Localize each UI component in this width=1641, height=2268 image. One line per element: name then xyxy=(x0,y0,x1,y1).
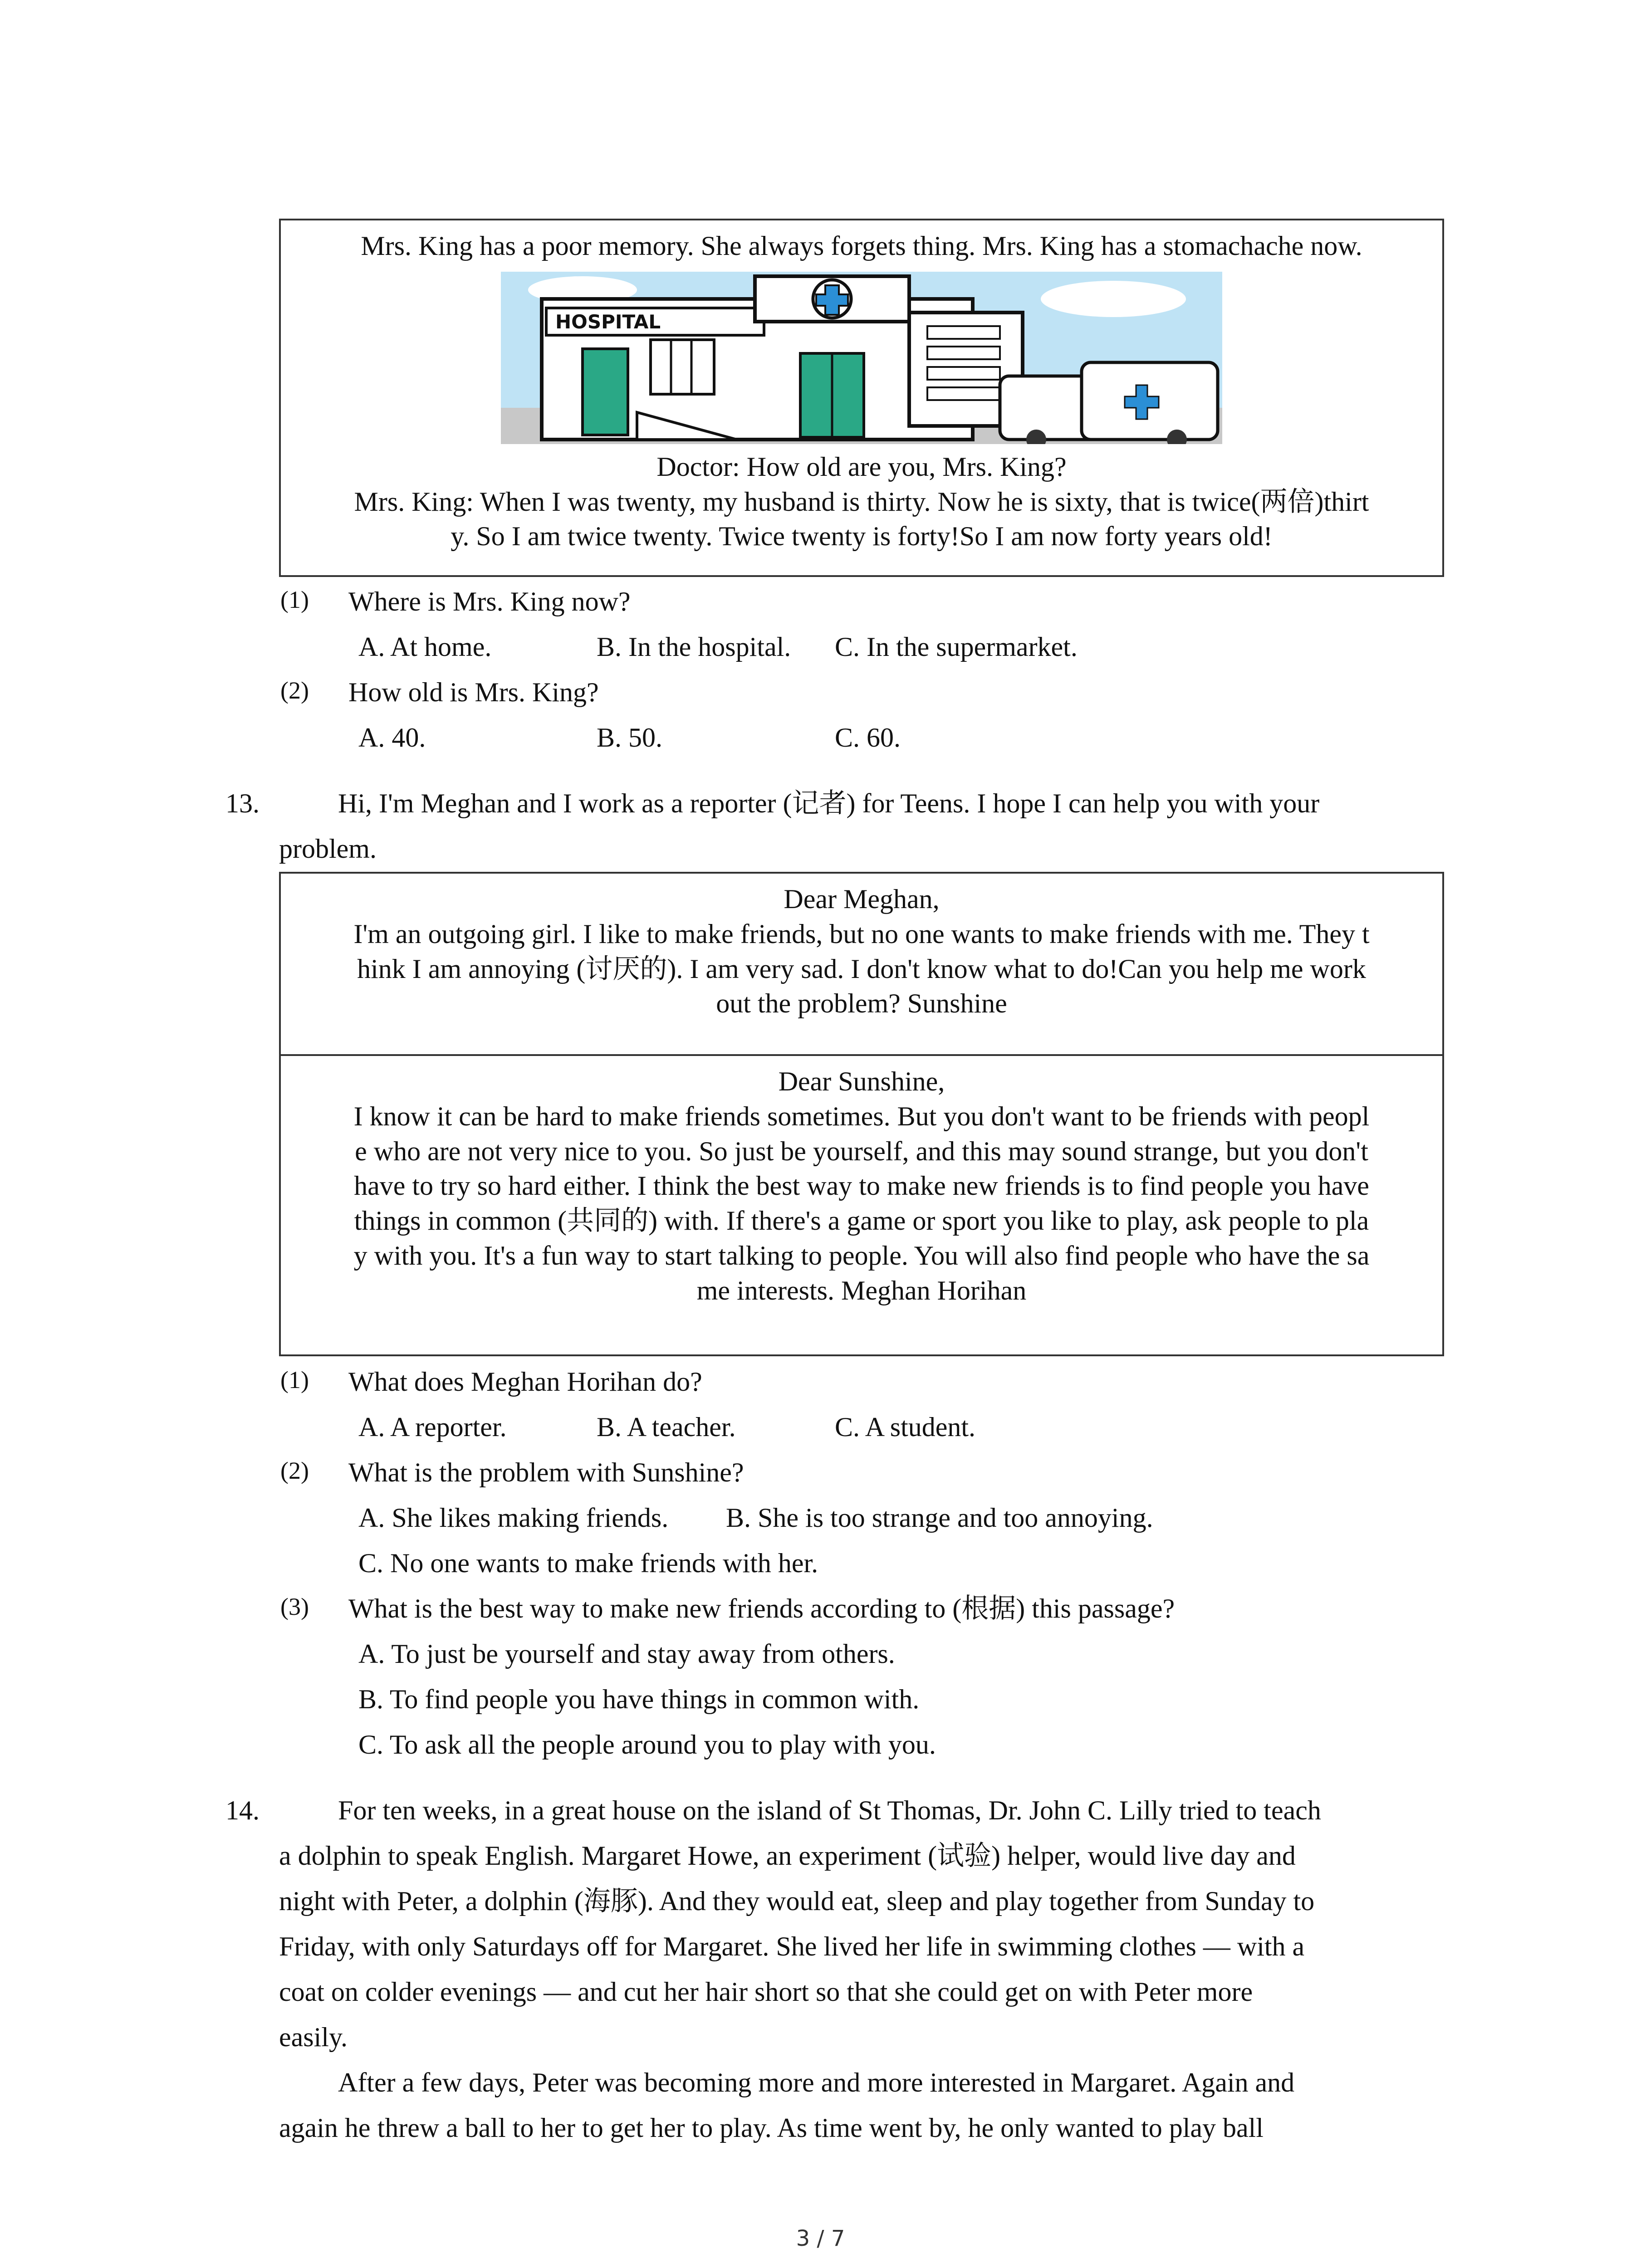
letter-line: me interests. Meghan Horihan xyxy=(696,1275,1027,1305)
option-c[interactable]: C. 60. xyxy=(835,723,901,753)
dialog-line: Mrs. King: When I was twenty, my husband is thirty. Now he is sixty, that is twice(两倍)thirt xyxy=(354,486,1369,517)
question-text: What is the problem with Sunshine? xyxy=(348,1457,744,1487)
letter-line: I know it can be hard to make friends sometimes. But you don't want to be friends with peopl xyxy=(353,1101,1370,1131)
letter-line: hink I am annoying (讨厌的). I am very sad. I don't know what to do!Can you help me work xyxy=(357,953,1366,984)
hospital-sign: HOSPITAL xyxy=(555,310,661,333)
option-b[interactable]: B. 50. xyxy=(597,723,663,753)
option-b[interactable]: B. A teacher. xyxy=(597,1412,736,1442)
page-number: 3 / 7 xyxy=(796,2226,845,2251)
option-c[interactable]: C. In the supermarket. xyxy=(835,632,1078,662)
option-b[interactable]: B. To find people you have things in common with. xyxy=(358,1684,920,1714)
letter-line: Dear Meghan, xyxy=(784,884,940,914)
question-text: What is the best way to make new friends according to (根据) this passage? xyxy=(348,1593,1175,1623)
passage-line: again he threw a ball to her to get her to play. As time went by, he only wanted to play ball xyxy=(279,2113,1264,2143)
question-text: How old is Mrs. King? xyxy=(348,677,599,707)
option-c[interactable]: C. A student. xyxy=(835,1412,976,1442)
option-c[interactable]: C. No one wants to make friends with her. xyxy=(358,1548,818,1578)
passage-line: a dolphin to speak English. Margaret Howe, an experiment (试验) helper, would live day and xyxy=(279,1841,1296,1871)
letter-line: have to try so hard either. I think the best way to make new friends is to find people you have xyxy=(354,1171,1369,1201)
letter-box-2 xyxy=(279,1054,1444,1356)
option-a[interactable]: A. At home. xyxy=(358,632,492,662)
passage-line: For ten weeks, in a great house on the island of St Thomas, Dr. John C. Lilly tried to teach xyxy=(338,1795,1321,1825)
story-intro: Mrs. King has a poor memory. She always forgets thing. Mrs. King has a stomachache now. xyxy=(361,231,1362,261)
question-text: Where is Mrs. King now? xyxy=(348,587,631,616)
passage-line: problem. xyxy=(279,834,377,864)
story-box xyxy=(279,219,1444,577)
question-number: 13. xyxy=(225,788,260,818)
question-number: (2) xyxy=(280,1457,309,1484)
option-a[interactable]: A. A reporter. xyxy=(358,1412,507,1442)
option-a[interactable]: A. She likes making friends. xyxy=(358,1503,669,1533)
passage-line: After a few days, Peter was becoming more and more interested in Margaret. Again and xyxy=(338,2068,1295,2097)
option-b[interactable]: B. In the hospital. xyxy=(597,632,791,662)
letter-box-1 xyxy=(279,872,1444,1054)
question-number: (1) xyxy=(280,1366,309,1393)
hospital-illustration xyxy=(501,272,1222,444)
option-b[interactable]: B. She is too strange and too annoying. xyxy=(726,1503,1153,1533)
dialog-line: y. So I am twice twenty. Twice twenty is forty!So I am now forty years old! xyxy=(451,521,1273,552)
question-number: 14. xyxy=(225,1795,260,1825)
letter-line: things in common (共同的) with. If there's a game or sport you like to play, ask people to pla xyxy=(354,1206,1369,1236)
letter-line: out the problem? Sunshine xyxy=(716,988,1007,1019)
dialog-line: Doctor: How old are you, Mrs. King? xyxy=(656,451,1067,482)
passage-line: easily. xyxy=(279,2022,348,2052)
question-number: (1) xyxy=(280,586,309,613)
letter-line: Dear Sunshine, xyxy=(778,1066,945,1096)
letter-line: e who are not very nice to you. So just be yourself, and this may sound strange, but you don't xyxy=(355,1136,1368,1166)
option-a[interactable]: A. 40. xyxy=(358,723,426,753)
question-number: (2) xyxy=(280,677,309,704)
passage-line: coat on colder evenings — and cut her hair short so that she could get on with Peter more xyxy=(279,1977,1253,2007)
letter-line: y with you. It's a fun way to start talking to people. You will also find people who have the sa xyxy=(353,1240,1370,1271)
passage-line: Hi, I'm Meghan and I work as a reporter (记者) for Teens. I hope I can help you with your xyxy=(338,788,1320,818)
option-c[interactable]: C. To ask all the people around you to play with you. xyxy=(358,1730,936,1760)
letter-line: I'm an outgoing girl. I like to make friends, but no one wants to make friends with me. They t xyxy=(353,919,1370,949)
question-number: (3) xyxy=(280,1593,309,1620)
passage-line: Friday, with only Saturdays off for Margaret. She lived her life in swimming clothes — with a xyxy=(279,1931,1305,1961)
option-a[interactable]: A. To just be yourself and stay away from others. xyxy=(358,1639,895,1669)
passage-line: night with Peter, a dolphin (海豚). And they would eat, sleep and play together from Sunday to xyxy=(279,1886,1315,1916)
question-text: What does Meghan Horihan do? xyxy=(348,1367,702,1397)
